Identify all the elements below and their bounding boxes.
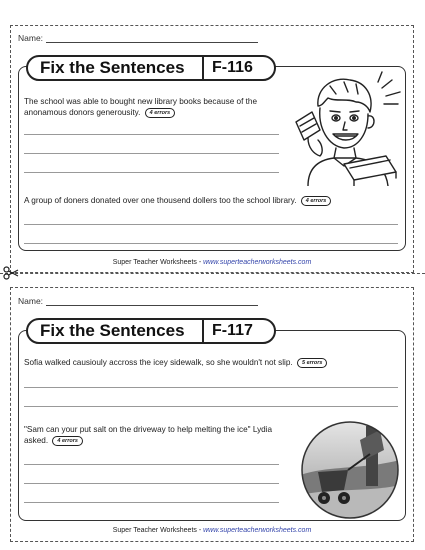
sentence-1 [24,96,279,118]
answer-line[interactable] [24,172,279,173]
worksheet-title-2: Fix the Sentences [40,321,185,340]
title-divider-2 [202,320,204,342]
boy-reading-books-illustration [278,68,408,186]
sentence-4 [24,424,279,446]
name-field-1[interactable] [46,42,258,43]
salt-spreader-photo [300,420,400,520]
worksheet-title-1: Fix the Sentences [40,58,185,77]
sentence-3-text: Sofia walked causiouly accross the icey sidewalk, so she wouldn't not slip. [24,358,293,367]
scissors-icon [3,266,19,280]
answer-line[interactable] [24,406,398,407]
footer-url-1[interactable]: www.superteacherworksheets.com [203,259,312,266]
sentence-1-text: The school was able to bought new library books because of the anonamous donors generousity. [24,97,258,117]
footer-url-2[interactable]: www.superteacherworksheets.com [203,527,312,534]
worksheet-code-1: F-116 [212,59,253,76]
answer-line[interactable] [24,464,279,465]
answer-line[interactable] [24,224,398,225]
worksheet-code-2: F-117 [212,322,253,339]
footer-brand-2: Super Teacher Worksheets - [112,527,204,534]
error-badge-3: 5 errors [297,358,328,368]
name-field-2[interactable] [46,305,258,306]
sentence-2-text: A group of doners donated over one thousend dollers too the school library. [24,196,297,205]
answer-line[interactable] [24,134,279,135]
footer-brand-1: Super Teacher Worksheets - [112,259,204,266]
error-badge-2: 4 errors [301,196,332,206]
name-label-2: Name: [18,296,44,306]
title-divider-1 [202,57,204,79]
footer-1 [10,259,414,266]
sentence-3 [24,357,404,368]
cut-line [0,273,425,274]
sentence-2 [24,195,404,206]
footer-2 [10,527,414,534]
answer-line[interactable] [24,243,398,244]
answer-line[interactable] [24,502,279,503]
sentence-4-text: "Sam can your put salt on the driveway to help melting the ice" Lydia asked. [24,425,273,445]
error-badge-1: 4 errors [145,108,176,118]
answer-line[interactable] [24,483,279,484]
error-badge-4: 4 errors [52,436,83,446]
name-label-1: Name: [18,33,44,43]
answer-line[interactable] [24,153,279,154]
answer-line[interactable] [24,387,398,388]
